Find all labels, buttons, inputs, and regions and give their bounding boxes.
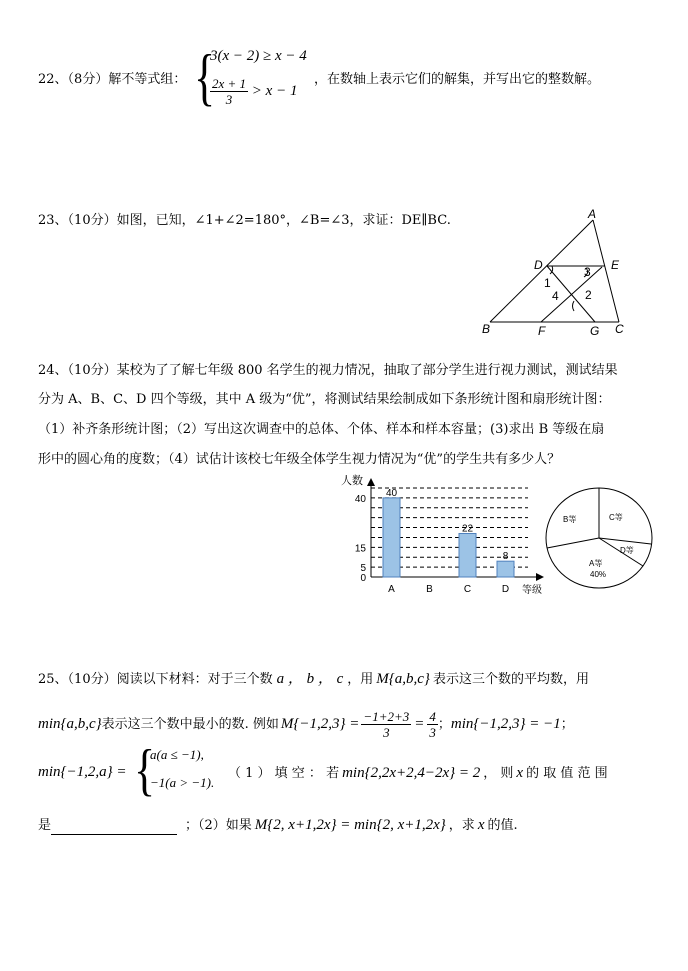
q22-ineq1: 3(x − 2) ≥ x − 4 (210, 48, 307, 64)
bar-ytick-label: 0 (360, 573, 366, 584)
q23-angle-3: 3 (584, 265, 591, 279)
q23-label-a: A (588, 207, 597, 221)
bar-category-label: B (426, 584, 433, 595)
bar-category-label: D (501, 584, 510, 595)
bar-category-label: A (388, 584, 395, 595)
bar-ytick-label: 15 (354, 543, 366, 555)
q23-label-b: B (482, 322, 491, 336)
q23-angle-1: 1 (544, 276, 551, 290)
bar-value-label: 22 (461, 523, 474, 535)
q22-ineq2 (210, 76, 297, 107)
bar-value-label: 8 (502, 551, 509, 563)
q23-label-g: G (590, 324, 600, 338)
q25-line4: 是 ；（2）如果 M{2, x+1,2x} = min{2, x+1,2x} ，求 x 的值. (38, 817, 518, 833)
bar-ylabel: 人数 (341, 475, 363, 487)
bar-ytick-label: 40 (354, 493, 366, 505)
pie-annotation-a: 40% (590, 570, 607, 579)
pie-label-a: A等 (589, 559, 603, 568)
q25-line1: 25、（10分）阅读以下材料：对于三个数 a ， b ， c ，用 M{a,b,c} 表示这三个数的平均数，用 (38, 671, 589, 687)
q22-ineq2-rest: > x − 1 (251, 82, 298, 99)
bar-D (497, 561, 514, 577)
bar-ytick-label: 5 (360, 563, 366, 575)
q23-label-f: F (538, 324, 546, 338)
q23-label-d: D (534, 258, 543, 272)
q22-fraction: $\frac{2x + 1}{3}$ (212, 76, 247, 107)
q24-line4: 形中的圆心角的度数；（4）试估计该校七年级全体学生视力情况为“优”的学生共有多少人？ (38, 452, 561, 467)
answer-blank[interactable] (51, 820, 177, 835)
bar-xlabel: 等级 (522, 585, 542, 596)
q25-line3-rest: （ 1 ） 填 空 ： 若 min{2,2x+2,4−2x} = 2 ， 则 x 的 取 值 范 围 (228, 765, 608, 781)
q24-line3: （1）补齐条形统计图；（2）写出这次调查中的总体、个体、样本和样本容量；(3)求出 B 等级在扇 (38, 422, 605, 437)
q22-brace: { (194, 41, 216, 113)
q23-figure (478, 205, 638, 340)
q23-label-e: E (611, 258, 620, 272)
q23-angle-2: 2 (585, 288, 592, 302)
pie-label-c: C等 (609, 513, 623, 522)
bar-A (383, 498, 400, 577)
q25-min-def: min{−1,2,a} = (38, 764, 127, 780)
q24-line2: 分为 A、B、C、D 四个等级，其中 A 级为“优”，将测试结果绘制成如下条形统计图和扇形统计图： (38, 392, 611, 407)
bar-category-label: C (463, 584, 472, 595)
pie-chart (543, 486, 655, 590)
q25-case1: a(a ≤ −1), (150, 747, 204, 762)
bar-value-label: 40 (385, 487, 398, 499)
q22-suffix: ，在数轴上表示它们的解集，并写出它的整数解。 (314, 72, 601, 87)
bar-chart (338, 472, 548, 600)
q23-text: 23、（10分）如图，已知，∠1+∠2=180°，∠B=∠3，求证：DE∥BC. (38, 213, 451, 228)
pie-label-d: D等 (620, 546, 634, 555)
pie-label-b: B等 (563, 515, 577, 524)
q22-prefix: 22、（8分）解不等式组： (38, 72, 187, 87)
q25-case2: −1(a > −1). (150, 775, 215, 790)
q25-line2: min{a,b,c}表示这三个数中最小的数. 例如 M{−1,2,3} = $\frac{-1+2+3}{3}$ = $\frac{4}{3}$ ；min{−1,2,3} = −1； (38, 709, 574, 740)
q25-brace: { (134, 738, 156, 802)
q23-angle-4: 4 (552, 289, 559, 303)
q23-label-c: C (615, 322, 624, 336)
q24-line1: 24、（10分）某校为了了解七年级 800 名学生的视力情况，抽取了部分学生进行视力测试，测试结果 (38, 363, 618, 378)
bar-C (459, 533, 476, 577)
